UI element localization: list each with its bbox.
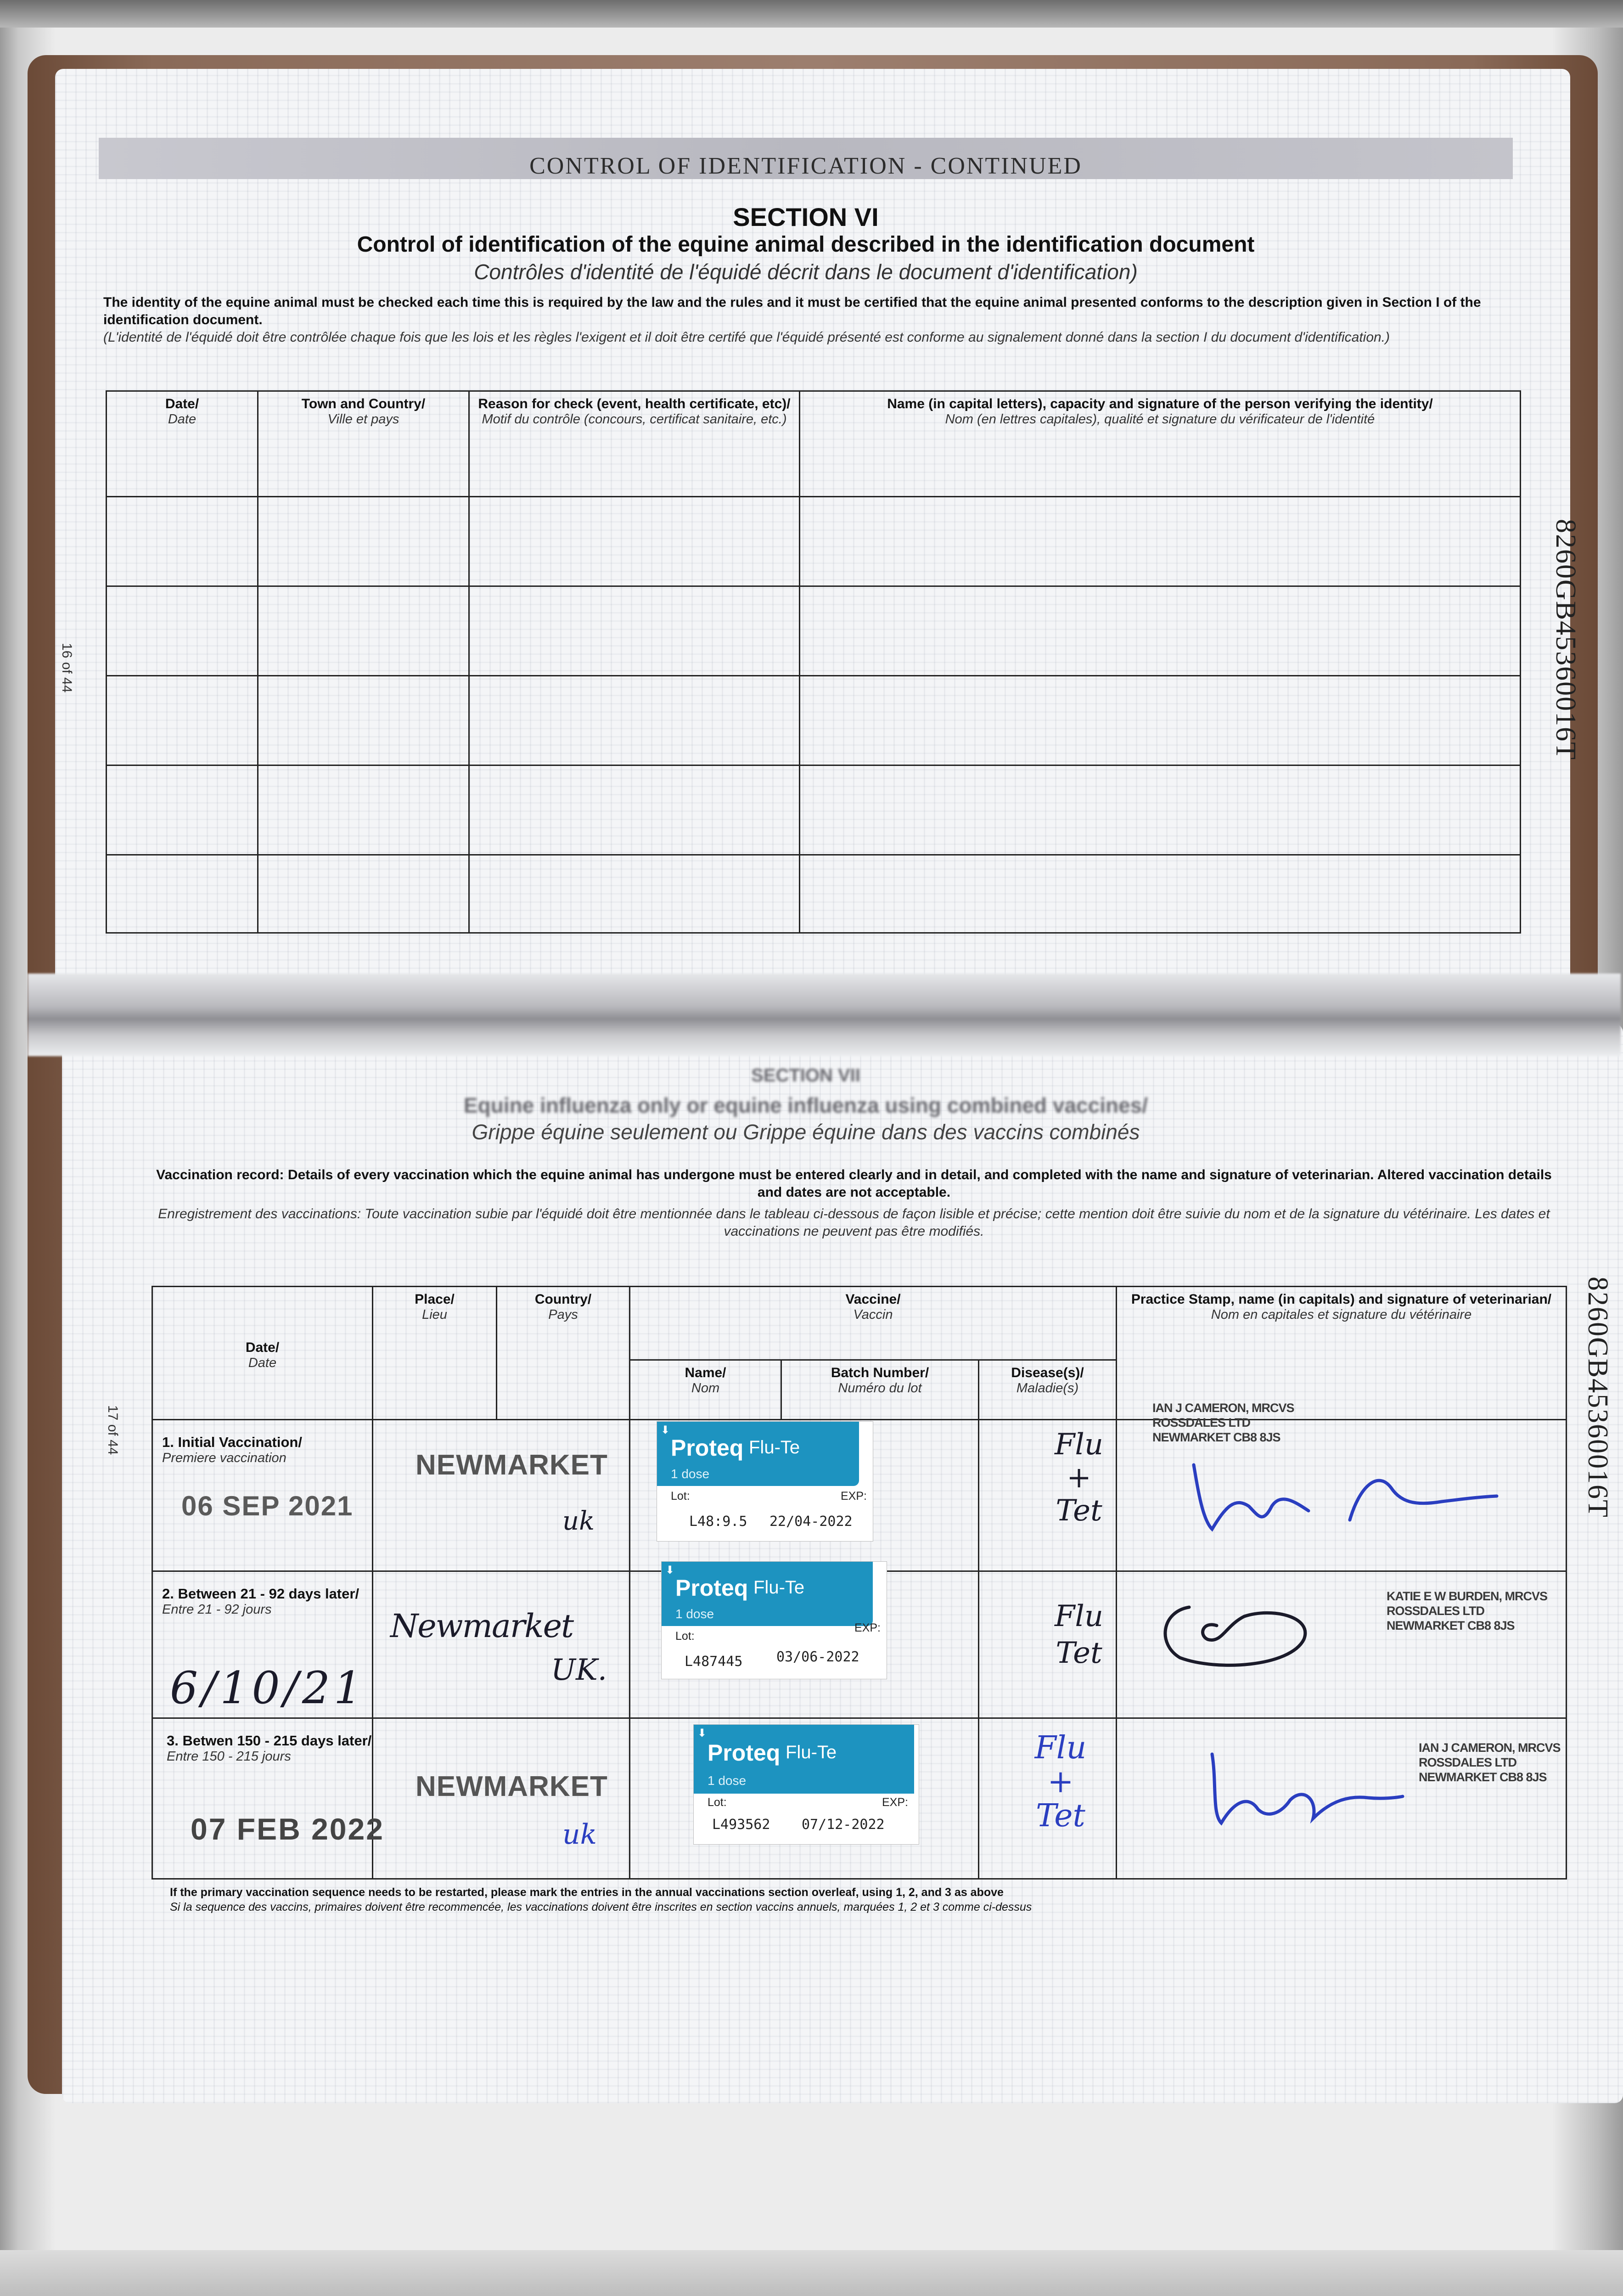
col-town-sub: Ville et pays [327, 412, 399, 427]
col-date-label: Date/ [165, 396, 199, 411]
label-dose: 1 dose [671, 1467, 710, 1481]
section-vii-heading-fr: Grippe équine seulement ou Grippe équine dans des vaccins combinés [472, 1120, 1140, 1144]
row-1-disease-handwritten [1033, 1428, 1125, 1527]
identity-row [107, 765, 1521, 855]
row-3-vaccine-label [693, 1724, 919, 1845]
row-2-sub: Entre 21 - 92 jours [162, 1602, 272, 1617]
vacc-col-name [630, 1360, 781, 1420]
vacc-col-place-sub: Lieu [422, 1307, 447, 1322]
label-exp-caption: EXP: [841, 1490, 867, 1503]
vacc-col-country-sub: Pays [548, 1307, 578, 1322]
row-2-title: 2. Between 21 - 92 days later/ [162, 1586, 359, 1602]
row-3-place-stamp: NEWMARKET [416, 1771, 608, 1802]
row-2-place-handwritten: Newmarket [390, 1607, 573, 1645]
row-2-vet-name: KATIE E W BURDEN, MRCVS [1387, 1589, 1548, 1603]
identity-row [107, 855, 1521, 933]
label-lot-number: L487445 [685, 1654, 743, 1670]
vacc-col-date-label: Date/ [245, 1340, 280, 1355]
col-verifier [800, 391, 1521, 497]
passport-serial-lower: 8260GB45360016T [1582, 1277, 1613, 1518]
vacc-col-batch-sub: Numéro du lot [838, 1381, 922, 1396]
label-arrow-icon: ⬇ [661, 1424, 670, 1436]
label-brand: Proteq [671, 1435, 744, 1461]
section-vi-heading-fr: Contrôles d'identité de l'équidé décrit dans le document d'identification) [474, 260, 1138, 284]
vacc-col-disease [979, 1360, 1117, 1420]
vaccination-record-fr [152, 1205, 1556, 1240]
vacc-col-place [373, 1287, 497, 1420]
col-verifier-label: Name (in capital letters), capacity and signature of the person verifying the identity/ [887, 396, 1433, 411]
vacc-col-vaccine-sub: Vaccin [853, 1307, 893, 1322]
label-brand: Proteq [708, 1740, 781, 1766]
section-vii-heading-en: Equine influenza only or equine influenza using combined vaccines/ [463, 1093, 1148, 1117]
row-3-disease-handwritten [1005, 1731, 1116, 1833]
vacc-col-disease-sub: Maladie(s) [1016, 1381, 1079, 1396]
scanner-bottom-edge [0, 2250, 1623, 2296]
vaccination-record-fr-text: Enregistrement des vaccinations: Toute vaccination subie par l'équidé doit être mentionnée dans le tableau ci-dessous de façon lisible et précise; cette mention doit être suivie du nom et de la signature du vétérinaire. Les dates et vaccinations ne peuvent pas être modifiés. [158, 1206, 1550, 1239]
vacc-col-name-sub: Nom [691, 1381, 720, 1396]
vaccination-record-text: Details of every vaccination which the equine animal has undergone must be entered clearly and in detail, and completed with the name and signature of veterinarian. Altered vaccination details and dates are not acceptable. [287, 1167, 1552, 1200]
vacc-col-practice [1117, 1287, 1567, 1420]
identity-intro [103, 294, 1508, 346]
row-2-disease-line-2: Tet [1056, 1636, 1102, 1670]
label-lot-caption: Lot: [675, 1630, 695, 1643]
vacc-col-country-label: Country/ [534, 1292, 592, 1307]
vacc-col-place-label: Place/ [415, 1292, 455, 1307]
vaccination-footnote [170, 1885, 1501, 1914]
label-exp-caption: EXP: [882, 1796, 908, 1809]
row-3-disease-line-1: Flu [1034, 1730, 1087, 1766]
label-lot-caption: Lot: [708, 1796, 727, 1809]
scanner-top-shadow [0, 0, 1623, 28]
page-fold [28, 974, 1621, 1056]
row-2-vet-signature [1152, 1589, 1318, 1676]
row-1-place-stamp: NEWMARKET [416, 1449, 608, 1481]
col-town-country [258, 391, 469, 497]
vacc-col-batch [781, 1360, 979, 1420]
vacc-col-vaccine [630, 1287, 1117, 1360]
col-reason-sub: Motif du contrôle (concours, certificat sanitaire, etc.) [482, 412, 787, 427]
section-vii-title: SECTION VII [751, 1065, 860, 1086]
label-arrow-icon: ⬇ [665, 1564, 675, 1576]
section-vi-title: SECTION VI [733, 203, 879, 231]
row-2-country-handwritten: UK. [551, 1653, 607, 1687]
row-3-vet-signature [1194, 1745, 1405, 1837]
row-1-country-handwritten: uk [562, 1506, 595, 1536]
row-3-sub: Entre 150 - 215 jours [167, 1749, 291, 1764]
label-exp-date: 22/04-2022 [769, 1514, 853, 1530]
vaccination-record-label: Vaccination record: [156, 1167, 284, 1182]
footnote-fr: Si la sequence des vaccins, primaires doivent être recommencée, les vaccinations doivent être inscrites en section vaccins annuels, marquées 1, 2 et 3 comme ci-dessus [170, 1901, 1032, 1913]
row-1-vet-stamp [1152, 1401, 1294, 1445]
row-2-vet-practice: ROSSDALES LTD [1387, 1604, 1485, 1618]
col-town-label: Town and Country/ [301, 396, 426, 411]
row-1-vet-signature [1185, 1451, 1506, 1543]
section-vi-heading-en: Control of identification of the equine animal described in the identification document [357, 232, 1255, 257]
vacc-col-practice-sub: Nom en capitales et signature du vétérinaire [1211, 1307, 1472, 1322]
identity-intro-fr: (L'identité de l'équidé doit être contrôlée chaque fois que les lois et les règles l'exigent et il doit être certifé que l'équidé présenté est conforme au signalement donné dans la section I du document d'identification.) [103, 330, 1390, 345]
row-1-sub: Premiere vaccination [162, 1451, 286, 1465]
row-1-vet-address: NEWMARKET CB8 8JS [1152, 1430, 1280, 1444]
vacc-col-date [152, 1287, 373, 1420]
page-number-17: 17 of 44 [105, 1405, 120, 1455]
row-1-vet-practice: ROSSDALES LTD [1152, 1416, 1251, 1429]
row-3-vet-stamp [1419, 1740, 1561, 1784]
label-product: Flu-Te [786, 1742, 837, 1762]
row-3-vet-name: IAN J CAMERON, MRCVS [1419, 1741, 1561, 1755]
identity-row [107, 497, 1521, 586]
identity-intro-en: The identity of the equine animal must be checked each time this is required by the law and the rules and it must be certified that the equine animal presented conforms to the description given in Section I of the identification document. [103, 295, 1481, 327]
vacc-col-date-sub: Date [248, 1356, 277, 1370]
identity-row [107, 676, 1521, 765]
label-exp-date: 03/06-2022 [776, 1649, 859, 1665]
label-exp-date: 07/12-2022 [802, 1817, 885, 1833]
row-1-disease-line-1: Flu [1054, 1428, 1104, 1462]
label-exp-caption: EXP: [854, 1621, 881, 1634]
col-reason [469, 391, 800, 497]
page-number-16: 16 of 44 [59, 643, 74, 693]
row-1-date-stamp: 06 SEP 2021 [181, 1491, 354, 1521]
row-1-disease-line-3: Tet [1056, 1494, 1102, 1528]
label-arrow-icon: ⬇ [697, 1727, 707, 1739]
col-date-sub: Date [168, 412, 197, 427]
row-3-date-stamp: 07 FEB 2022 [191, 1812, 384, 1846]
col-reason-label: Reason for check (event, health certificate, etc)/ [478, 396, 791, 411]
label-product: Flu-Te [749, 1437, 800, 1458]
row-3-disease-line-2: + [1047, 1764, 1074, 1800]
row-2-vet-stamp [1387, 1589, 1547, 1633]
vacc-col-disease-label: Disease(s)/ [1011, 1365, 1084, 1380]
row-1-title: 1. Initial Vaccination/ [162, 1434, 302, 1450]
identity-check-table [106, 390, 1521, 934]
row-3-vet-address: NEWMARKET CB8 8JS [1419, 1770, 1547, 1784]
label-lot-caption: Lot: [671, 1490, 690, 1503]
vacc-col-name-label: Name/ [685, 1365, 726, 1380]
footnote-en: If the primary vaccination sequence needs to be restarted, please mark the entries in the annual vaccinations section overleaf, using 1, 2, and 3 as above [170, 1886, 1004, 1899]
col-verifier-sub: Nom (en lettres capitales), qualité et signature du vérificateur de l'identité [945, 412, 1375, 427]
vacc-col-vaccine-label: Vaccine/ [845, 1292, 901, 1307]
row-1-vet-name: IAN J CAMERON, MRCVS [1152, 1401, 1294, 1415]
row-2-vaccine-label [661, 1561, 887, 1679]
vaccination-record-en [156, 1166, 1552, 1201]
vacc-col-practice-label: Practice Stamp, name (in capitals) and signature of veterinarian/ [1131, 1292, 1552, 1307]
label-lot-number: L48:9.5 [689, 1514, 747, 1530]
vacc-col-batch-label: Batch Number/ [831, 1365, 929, 1380]
passport-serial-upper: 8260GB45360016T [1550, 519, 1581, 760]
label-product: Flu-Te [753, 1577, 805, 1598]
label-dose: 1 dose [708, 1773, 747, 1788]
label-lot-number: L493562 [712, 1817, 770, 1833]
row-3-country-handwritten: uk [562, 1818, 597, 1851]
row-1-vaccine-label [657, 1421, 873, 1542]
row-3-vet-practice: ROSSDALES LTD [1419, 1756, 1517, 1769]
row-2-date-handwritten: 6/10/21 [170, 1662, 366, 1714]
label-dose: 1 dose [675, 1607, 714, 1621]
col-date [107, 391, 258, 497]
row-2-vet-address: NEWMARKET CB8 8JS [1387, 1619, 1515, 1632]
vacc-col-country [497, 1287, 630, 1420]
identity-row [107, 586, 1521, 676]
label-brand: Proteq [675, 1575, 748, 1601]
identity-table-header [107, 391, 1521, 497]
row-1-disease-line-2: + [1067, 1461, 1091, 1495]
row-2-disease-handwritten [1033, 1598, 1125, 1671]
row-3-title: 3. Betwen 150 - 215 days later/ [167, 1733, 372, 1749]
row-2-disease-line-1: Flu [1054, 1599, 1104, 1633]
header-title: CONTROL OF IDENTIFICATION - CONTINUED [529, 153, 1082, 179]
row-3-disease-line-3: Tet [1036, 1798, 1085, 1834]
